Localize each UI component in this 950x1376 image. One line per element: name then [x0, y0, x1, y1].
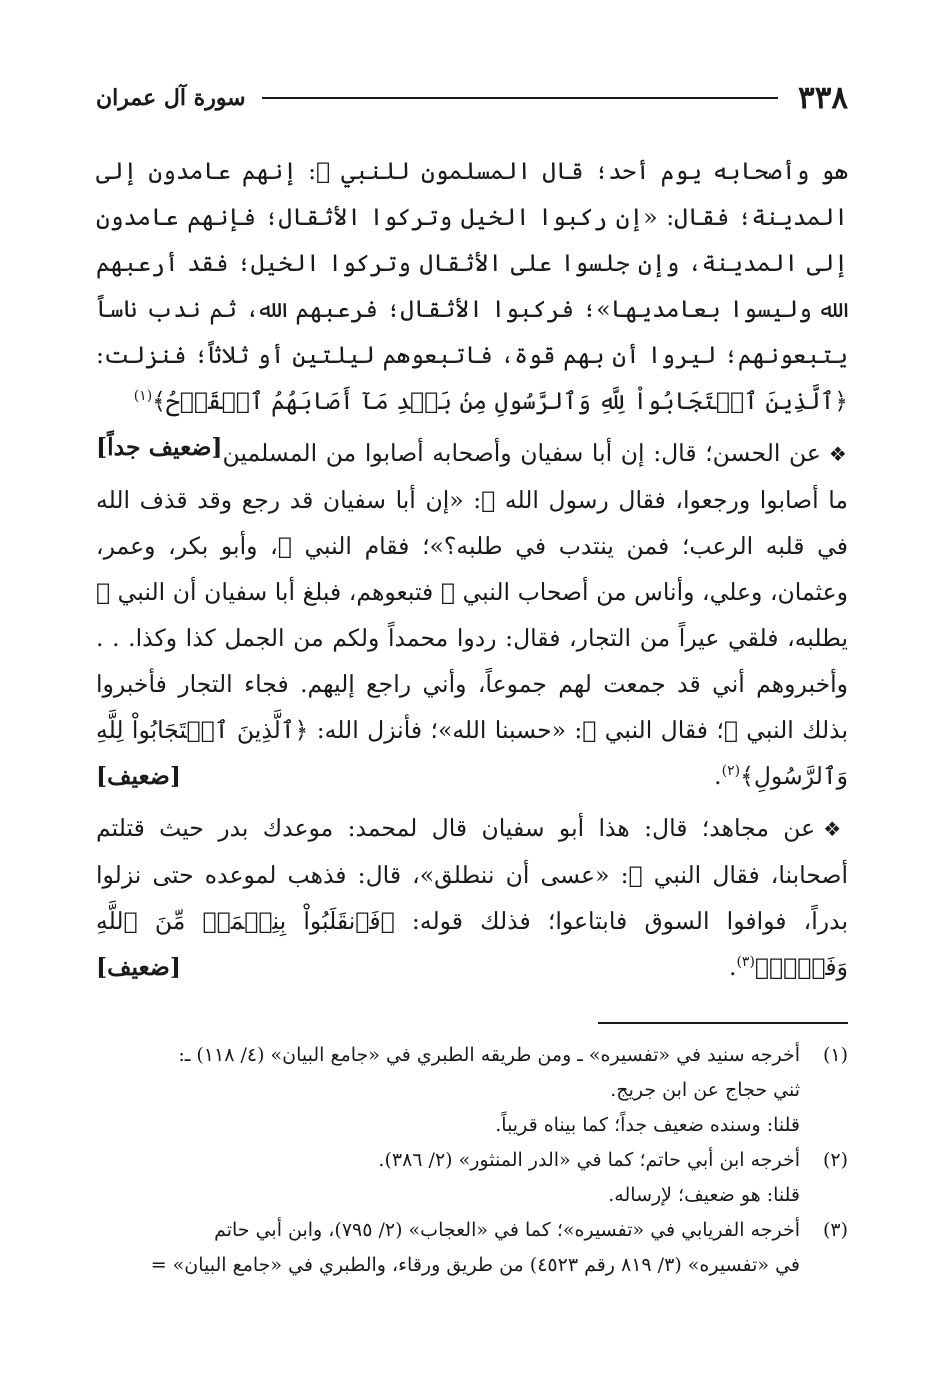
footnote-ref-3[interactable]: (٣)	[736, 954, 755, 971]
footnote-line: أخرجه ابن أبي حاتم؛ كما في «الدر المنثور» (٢/ ٣٨٦).	[378, 1149, 800, 1171]
paragraph-tail: .	[728, 953, 737, 981]
grade-label: [ضعيف جداً]	[96, 433, 223, 461]
footnote-ref-1[interactable]: (١)	[133, 388, 153, 405]
footnote-line: ثني حجاج عن ابن جريج.	[610, 1079, 800, 1101]
footnote-number: (٢)	[822, 1149, 848, 1171]
bullet-icon: ❖	[823, 817, 848, 841]
footnote-2	[96, 1143, 848, 1213]
footnote-number: (١)	[822, 1044, 848, 1066]
footnote-body	[96, 1038, 800, 1143]
paragraph-tail: .	[714, 762, 722, 790]
footnote-body	[96, 1213, 800, 1283]
surah-title: سورة آل عمران	[96, 85, 246, 111]
paragraph-text: هو وأصحابه يوم أحد؛ قال المسلمون للنبي ﷺ: إنهم عامدون إلى المدينة؛ فقال: «إن ركبوا الخيل وتركوا الأثقال؛ فإنهم عامدون إلى المدينة، وإن جلسوا على الأثقال وتركوا الخيل؛ فقد أرعبهم الله وليسوا بعامديها»؛ فركبوا الأثقال؛ فرعبهم الله، ثم ندب ناساً يتبعونهم؛ ليروا أن بهم قوة، فاتبعوهم ليلتين أو ثلاثاً؛ فنزلت: ﴿ٱلَّذِينَ ٱسۡتَجَابُواْ لِلَّهِ وَٱلرَّسُولِ مِنۢ بَعۡدِ مَآ أَصَابَهُمُ ٱلۡقَرۡحُ﴾	[96, 157, 848, 415]
footnote-line: قلنا: وسنده ضعيف جداً؛ كما بيناه قريباً.	[495, 1114, 800, 1136]
book-page	[96, 70, 848, 1283]
grade-label: [ضعيف]	[96, 953, 181, 981]
header-rule	[262, 97, 778, 99]
footnote-number: (٣)	[822, 1219, 848, 1241]
paragraph-2	[96, 430, 848, 799]
paragraph-3	[96, 805, 848, 990]
footnote-line: في «تفسيره» (٣/ ٨١٩ رقم ٤٥٢٣) من طريق ورقاء، والطبري في «جامع البيان» =	[150, 1254, 800, 1276]
footnote-1	[96, 1038, 848, 1143]
paragraph-text: عن مجاهد؛ قال: هذا أبو سفيان قال لمحمد: موعدك بدر حيث قتلتم أصحابنا، فقال النبي ﷺ: «عسى أن ننطلق»، قال: فذهب لموعده حتى نزلوا بدراً، فوافوا السوق فابتاعوا؛ فذلك قوله: ﴿فَٱنقَلَبُواْ بِنِعۡمَةٖ مِّنَ ٱللَّهِ وَفَضۡلٖ﴾	[96, 814, 848, 981]
paragraph-text: عن الحسن؛ قال: إن أبا سفيان وأصحابه أصابوا من المسلمين ما أصابوا ورجعوا، فقال رسول الله ﷺ: «إن أبا سفيان قد رجع وقد قذف الله في قلبه الرعب؛ فمن ينتدب في طلبه؟»؛ فقام النبي ﷺ، وأبو بكر، وعمر، وعثمان، وعلي، وأناس من أصحاب النبي ﷺ فتبعوهم، فبلغ أبا سفيان أن النبي ﷺ يطلبه، فلقي عيراً من التجار، فقال: ردوا محمداً ولكم من الجمل كذا وكذا. . . وأخبروهم أني قد جمعت لهم جموعاً، وأني راجع إليهم. فجاء التجار فأخبروا بذلك النبي ﷺ؛ فقال النبي ﷺ: «حسبنا الله»؛ فأنزل الله: ﴿ٱلَّذِينَ ٱسۡتَجَابُواْ لِلَّهِ وَٱلرَّسُولِ﴾	[96, 439, 848, 790]
footnote-rule	[598, 1022, 848, 1024]
footnote-line: قلنا: هو ضعيف؛ لإرساله.	[608, 1184, 800, 1206]
bullet-icon: ❖	[828, 442, 849, 466]
paragraph-1	[96, 148, 848, 461]
grade-label: [ضعيف]	[96, 762, 181, 790]
page-number: ٣٣٨	[798, 80, 848, 116]
footnote-body	[96, 1143, 800, 1213]
footnotes	[96, 1038, 848, 1283]
footnote-ref-2[interactable]: (٢)	[721, 763, 741, 780]
main-text	[96, 148, 848, 990]
footnote-line: أخرجه الفريابي في «تفسيره»؛ كما في «العجاب» (٢/ ٧٩٥)، وابن أبي حاتم	[214, 1219, 800, 1241]
footnote-line: أخرجه سنيد في «تفسيره» ـ ومن طريقه الطبري في «جامع البيان» (٤/ ١١٨) ـ:	[178, 1044, 800, 1066]
footnote-3	[96, 1213, 848, 1283]
page-header	[96, 70, 848, 126]
